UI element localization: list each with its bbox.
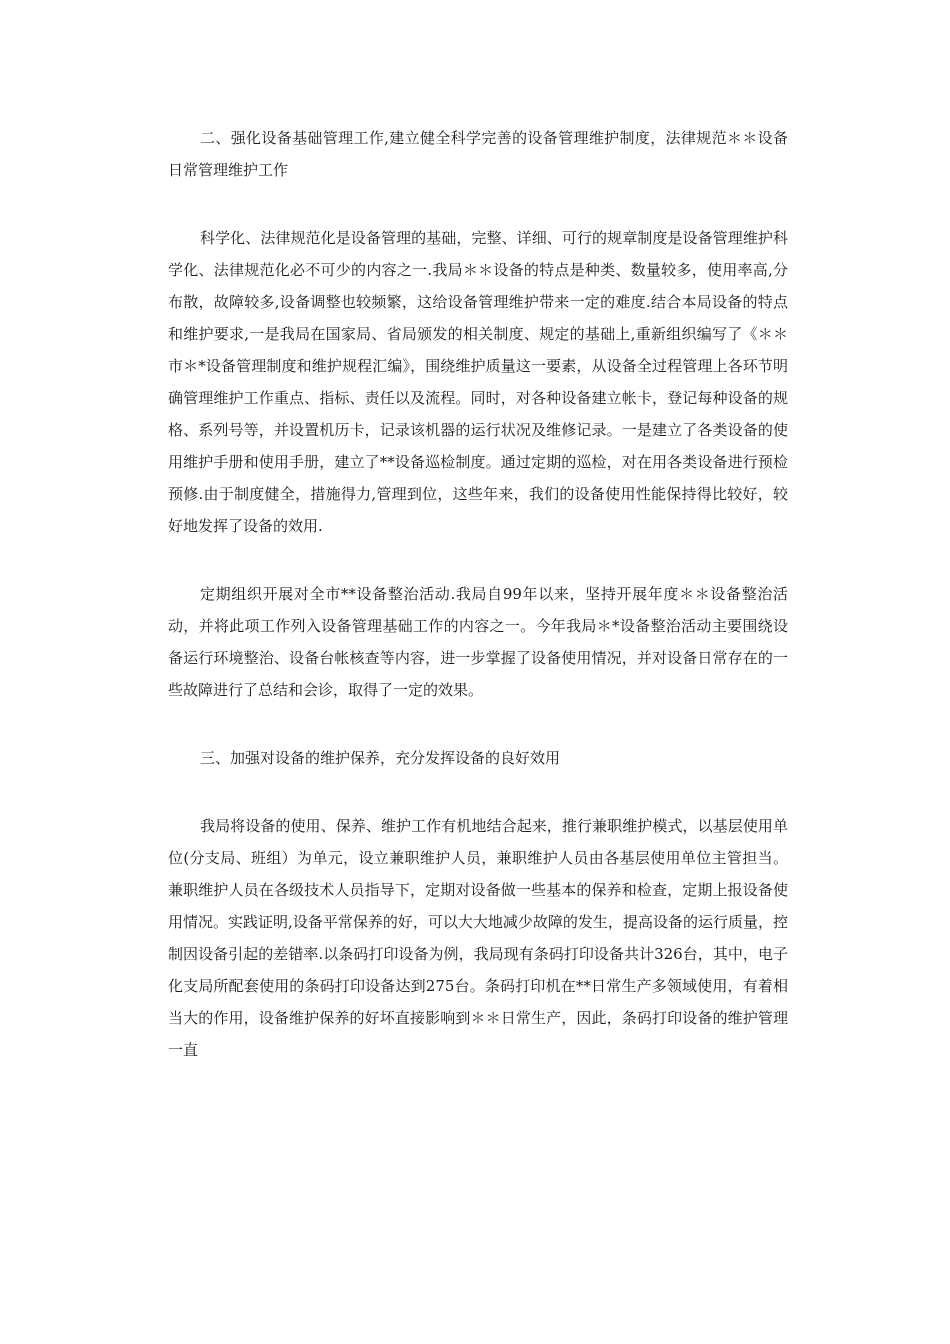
document-page: [168, 122, 788, 1066]
section-3-heading: 三、加强对设备的维护保养，充分发挥设备的良好效用: [200, 749, 561, 767]
section-2-paragraph-1: 科学化、法律规范化是设备管理的基础，完整、详细、可行的规章制度是设备管理维护科学化、法律规范化必不可少的内容之一.我局＊＊设备的特点是种类、数量较多，使用率高,分布散，故障较多,设备调整也较频繁，这给设备管理维护带来一定的难度.结合本局设备的特点和维护要求,一是我局在国家局、省局颁发的相关制度、规定的基础上,重新组织编写了《＊＊市＊*设备管理制度和维护规程汇编》，围绕维护质量这一要素，从设备全过程管理上各环节明确管理维护工作重点、指标、责任以及流程。同时，对各种设备建立帐卡，登记每种设备的规格、系列号等，并设置机历卡，记录该机器的运行状况及维修记录。一是建立了各类设备的使用维护手册和使用手册，建立了**设备巡检制度。通过定期的巡检，对在用各类设备进行预检预修.由于制度健全，措施得力,管理到位，这些年来，我们的设备使用性能保持得比较好，较好地发挥了设备的效用.: [168, 229, 788, 535]
section-3-paragraph-1: 我局将设备的使用、保养、维护工作有机地结合起来，推行兼职维护模式，以基层使用单位(分支局、班组）为单元，设立兼职维护人员，兼职维护人员由各基层使用单位主管担当。兼职维护人员在各级技术人员指导下，定期对设备做一些基本的保养和检查，定期上报设备使用情况。实践证明,设备平常保养的好，可以大大地减少故障的发生，提高设备的运行质量，控制因设备引起的差错率.以条码打印设备为例，我局现有条码打印设备共计326台，其中，电子化支局所配套使用的条码打印设备达到275台。条码打印机在**日常生产多领域使用，有着相当大的作用，设备维护保养的好坏直接影响到＊＊日常生产，因此，条码打印设备的维护管理一直: [168, 817, 788, 1059]
section-2-paragraph-2: 定期组织开展对全市**设备整治活动.我局自99年以来，坚持开展年度＊＊设备整治活动，并将此项工作列入设备管理基础工作的内容之一。今年我局＊*设备整治活动主要围绕设备运行环境整治、设备台帐核查等内容，进一步掌握了设备使用情况，并对设备日常存在的一些故障进行了总结和会诊，取得了一定的效果。: [168, 585, 788, 699]
section-2-heading: 二、强化设备基础管理工作,建立健全科学完善的设备管理维护制度，法律规范＊＊设备日常管理维护工作: [168, 129, 788, 179]
